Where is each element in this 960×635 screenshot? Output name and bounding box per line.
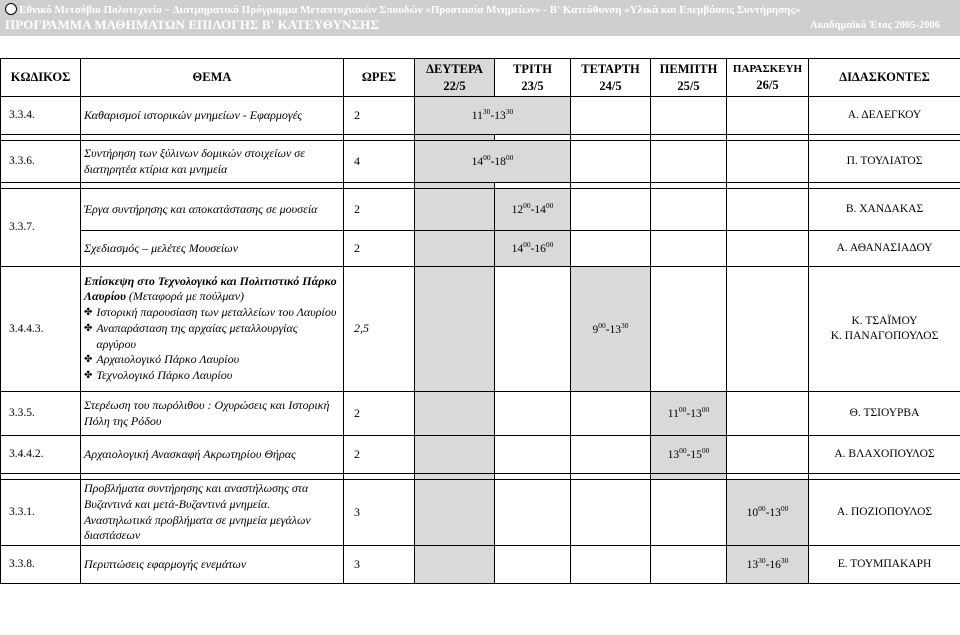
col-wednesday: ΤΕΤΑΡΤΗ 24/5 bbox=[571, 59, 651, 97]
table-row: 3.3.1. Προβλήματα συντήρησης και αναστήλωσης στα Βυζαντινά και μετά-Βυζαντινά μνημεία. Αναστηλωτικά προβλήματα σε μνημεία μεγάλων διαστάσεων 3 $10^{00}-13^{00}$ Α. ΠΟΖΙΟΠΟΥΛΟΣ bbox=[1, 480, 960, 546]
col-thursday: ΠΕΜΠΤΗ 25/5 bbox=[651, 59, 727, 97]
list-item: ✤ Ιστορική παρουσίαση των μεταλλείων του Λαυρίου bbox=[84, 305, 337, 319]
table-row: 3.3.5. Στερέωση του πωρόλιθου : Οχυρώσεις και Ιστορική Πόλη της Ρόδου 2 $11^{00}-13^{00}$ Θ. ΤΣΙΟΥΡΒΑ bbox=[1, 392, 960, 436]
table-row: 3.4.4.3. Επίσκεψη στο Τεχνολογικό και Πολιτιστικό Πάρκο Λαυρίου (Μεταφορά με πούλμαν) ✤ Ιστορική παρουσίαση των μεταλλείων του Λαυρίου ✤ Αναπαράσταση της αρχαίας μεταλλουργίας αργύρου ✤ Αρχαιολογικό Πάρκο Λαυρίου ✤ Τεχνολογικό Πάρκο Λαυρίου 2,5 $9^{00}-13^{30}$ Κ. ΤΣΑΪΜΟΥ Κ. ΠΑΝΑΓΟΠΟΥΛΟΣ bbox=[1, 267, 960, 392]
header-subtitle: ΠΡΟΓΡΑΜΜΑ ΜΑΘΗΜΑΤΩΝ ΕΠΙΛΟΓΗΣ Β' ΚΑΤΕΥΘΥΝΣΗΣ bbox=[5, 17, 379, 32]
document-header bbox=[0, 0, 960, 36]
table-row: 3.3.8. Περιπτώσεις εφαρμογής ενεμάτων 3 $13^{30}-16^{30}$ Ε. ΤΟΥΜΠΑΚΑΡΗ bbox=[1, 546, 960, 584]
col-teachers: ΔΙΔΑΣΚΟΝΤΕΣ bbox=[809, 59, 960, 97]
header-row bbox=[1, 59, 960, 97]
time-slot: $12^{00}-14^{00}$ bbox=[495, 189, 571, 231]
col-hours: ΩΡΕΣ bbox=[344, 59, 415, 97]
time-slot: $13^{30}-16^{30}$ bbox=[727, 546, 809, 584]
bullet-icon: ✤ bbox=[84, 307, 93, 318]
list-item: ✤ Αρχαιολογικό Πάρκο Λαυρίου bbox=[84, 352, 240, 367]
col-code: ΚΩΔΙΚΟΣ bbox=[1, 59, 81, 97]
table-row: 3.3.4. Καθαρισμοί ιστορικών μνημείων - Εφαρμογές 2 $11^{30}-13^{30}$ Α. ΔΕΛΕΓΚΟΥ bbox=[1, 97, 960, 135]
table-row: 3.4.4.2. Αρχαιολογική Ανασκαφή Ακρωτηρίου Θήρας 2 $13^{00}-15^{00}$ Α. ΒΛΑΧΟΠΟΥΛΟΣ bbox=[1, 436, 960, 474]
academic-year: Ακαδημαϊκό Έτος 2005-2006 bbox=[810, 20, 940, 31]
bullet-icon: ✤ bbox=[84, 323, 93, 334]
table-row: 3.3.6. Συντήρηση των ξύλινων δομικών στοιχείων σε διατηρητέα κτίρια και μνημεία 4 $14^{00}-18^{00}$ Π. ΤΟΥΛΙΑΤΟΣ bbox=[1, 141, 960, 183]
col-tuesday: ΤΡΙΤΗ 23/5 bbox=[495, 59, 571, 97]
bullet-icon: ✤ bbox=[84, 354, 93, 366]
time-slot: $13^{00}-15^{00}$ bbox=[651, 436, 727, 474]
list-item: ✤ Τεχνολογικό Πάρκο Λαυρίου bbox=[84, 368, 233, 383]
university-seal-icon bbox=[5, 3, 17, 15]
time-slot: $11^{00}-13^{00}$ bbox=[651, 392, 727, 436]
header-line-1: Εθνικό Μετσόβιο Πολυτεχνείο - Διατμηματικό Πρόγραμμα Μεταπτυχιακών Σπουδών «Προστασία Μνημείων» - Β' Κατεύθυνση «Υλικά και Επεμβάσεις Συντήρησης» bbox=[19, 1, 801, 16]
table-row: 3.3.7. Έργα συντήρησης και αποκατάστασης σε μουσεία 2 $12^{00}-14^{00}$ Β. ΧΑΝΔΑΚΑΣ bbox=[1, 189, 960, 231]
time-slot: $11^{30}-13^{30}$ bbox=[415, 97, 571, 135]
schedule-table bbox=[0, 58, 960, 584]
time-slot: $14^{00}-18^{00}$ bbox=[415, 141, 571, 183]
col-topic: ΘΕΜΑ bbox=[81, 59, 344, 97]
time-slot: $9^{00}-13^{30}$ bbox=[571, 267, 651, 392]
list-item: ✤ Αναπαράσταση της αρχαίας μεταλλουργίας αργύρου bbox=[84, 321, 298, 351]
col-monday: ΔΕΥΤΕΡΑ 22/5 bbox=[415, 59, 495, 97]
time-slot: $14^{00}-16^{00}$ bbox=[495, 231, 571, 267]
lavrio-visit-cell: Επίσκεψη στο Τεχνολογικό και Πολιτιστικό Πάρκο Λαυρίου (Μεταφορά με πούλμαν) ✤ Ιστορική παρουσίαση των μεταλλείων του Λαυρίου ✤ Αναπαράσταση της αρχαίας μεταλλουργίας αργύρου ✤ Αρχαιολογικό Πάρκο Λαυρίου ✤ Τεχνολογικό Πάρκο Λαυρίου bbox=[81, 267, 344, 392]
bullet-icon: ✤ bbox=[84, 370, 93, 382]
table-row: Σχεδιασμός – μελέτες Μουσείων 2 $14^{00}-16^{00}$ Α. ΑΘΑΝΑΣΙΑΔΟΥ bbox=[1, 231, 960, 267]
col-friday: ΠΑΡΑΣΚΕΥΗ 26/5 bbox=[727, 59, 809, 97]
time-slot: $10^{00}-13^{00}$ bbox=[727, 480, 809, 546]
